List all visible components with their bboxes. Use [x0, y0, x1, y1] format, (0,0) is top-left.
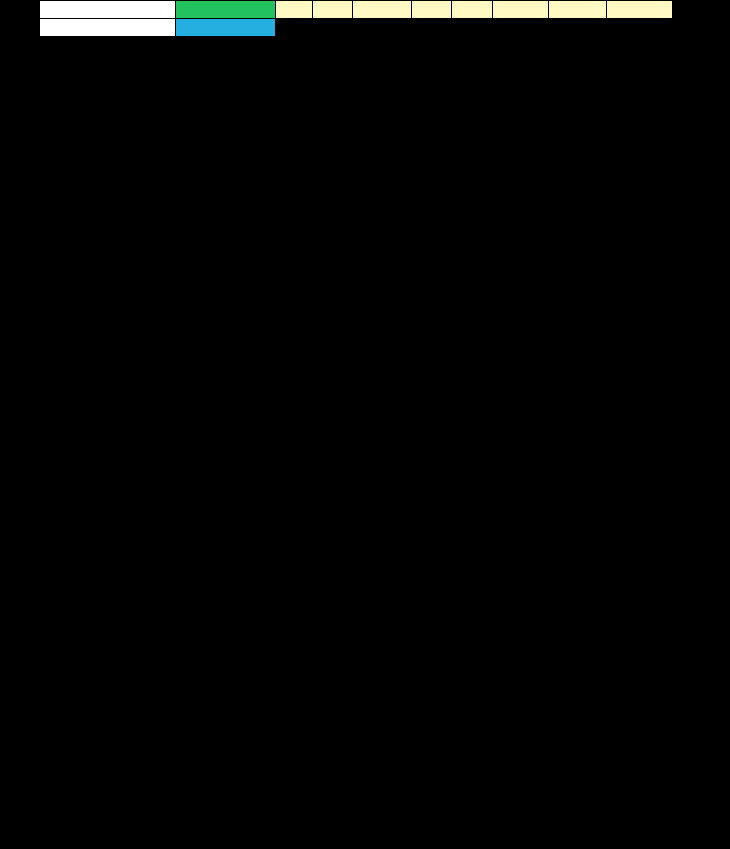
- totals-spacer: [702, 0, 730, 18]
- total-pct-ue: [412, 0, 452, 18]
- totals-spacer: [673, 0, 702, 18]
- totals-spacer: [1, 0, 19, 18]
- total-max: [607, 0, 673, 18]
- total-missed: [549, 0, 607, 18]
- totals-row-won: [1, 0, 730, 18]
- totals-row-bet: [1, 18, 730, 36]
- totals-spacer: [276, 18, 730, 36]
- standings-table: [0, 0, 730, 37]
- total-played: [353, 0, 412, 18]
- totals-spacer: [1, 18, 19, 36]
- total-won-value: [176, 0, 276, 18]
- totals-spacer: [19, 18, 40, 36]
- totals-spacer: [19, 0, 40, 18]
- totals-section: [1, 0, 730, 36]
- total-kf: [452, 0, 493, 18]
- total-rest: [493, 0, 549, 18]
- total-won-label: [40, 0, 176, 18]
- total-bet-label: [40, 18, 176, 36]
- total-bet-value: [176, 18, 276, 36]
- total-ui: [276, 0, 313, 18]
- total-pct-ui: [313, 0, 353, 18]
